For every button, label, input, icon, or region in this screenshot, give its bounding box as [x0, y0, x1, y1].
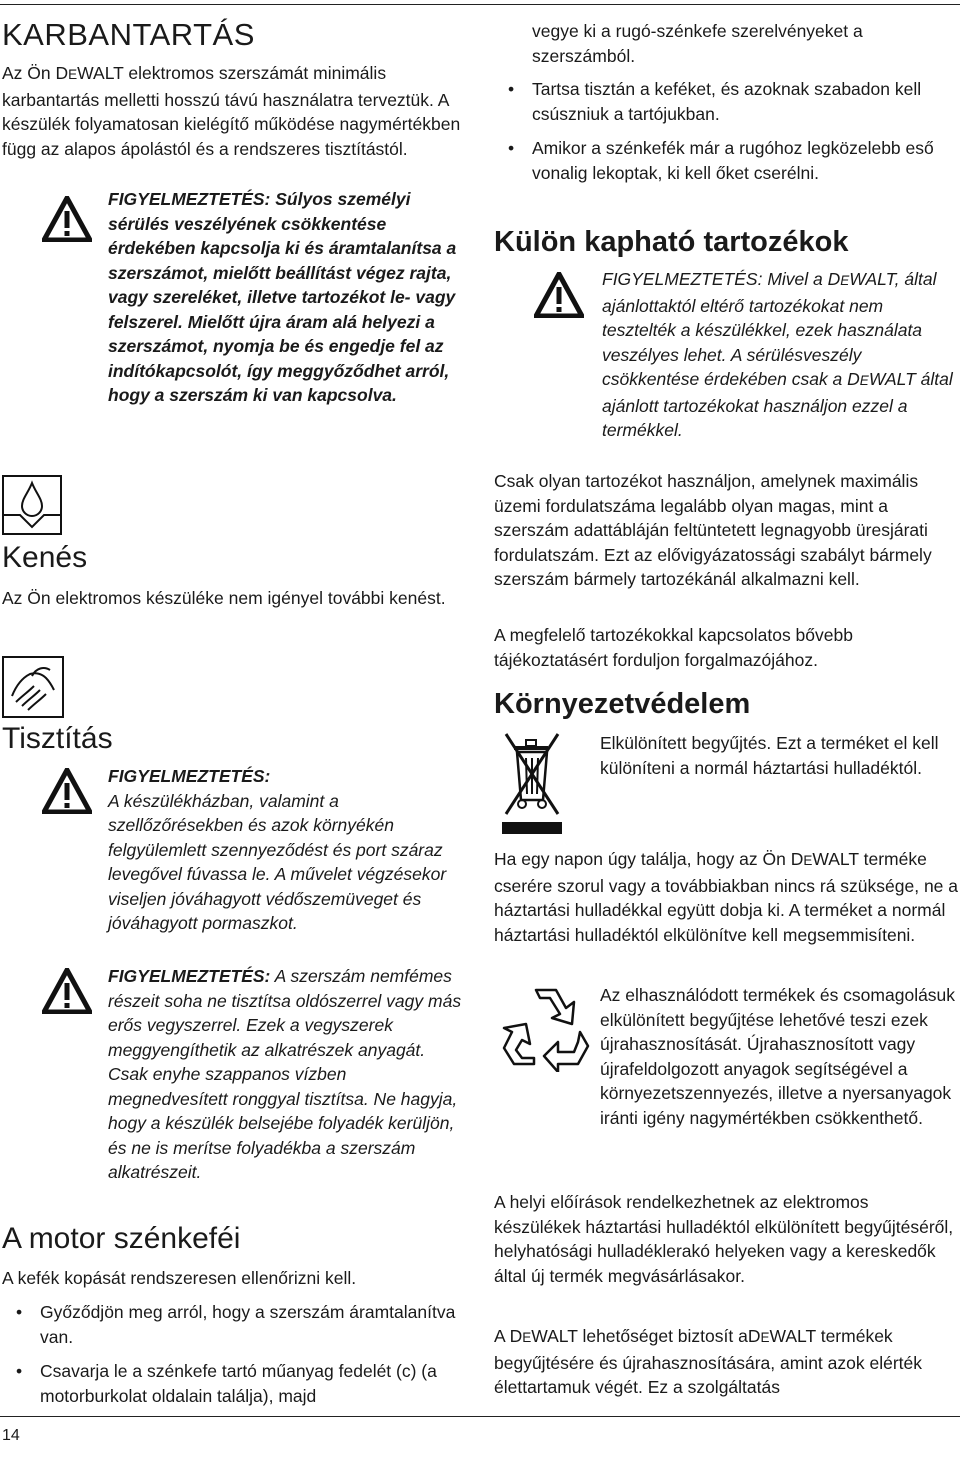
lubrication-heading: Kenés	[2, 541, 88, 574]
warning-electric-safety: FIGYELMEZTETÉS: Súlyos személyi sérülés veszélyének csökkentése érdekében kapcsolja ki és áramtalanítsa a szerszámot, mielőtt beállítást végez rajta, vagy szereléket, illetve tartozékot le- vagy felszerel. Mielőtt újra áram alá helyezi a szerszámot, nyomja be és engedje fel az indítókapcsolót, így meggyőződhet arról, hogy a szerszám ki van kapcsolva.	[108, 189, 457, 405]
warning-triangle-icon	[42, 196, 92, 242]
top-rule	[0, 4, 960, 5]
accessories-paragraph-1: Csak olyan tartozékot használjon, amelynek maximális üzemi fordulatszáma legalább olyan magas, mint a szerszám adattábláján feltüntetett legnagyobb üresjárati fordulatszám. Ezt az elővigyázatossági szabályt bármely szerszám bármely tartozékánál alkalmazni kell.	[494, 471, 932, 589]
cleaning-hand-icon	[2, 656, 64, 718]
crossed-out-bin-icon	[500, 730, 564, 836]
brushes-bullet-list	[2, 1300, 462, 1408]
warning-cleaning-dust: FIGYELMEZTETÉS: A készülékházban, valamint a szellőzőrésekben és azok környékén felgyülemlett szennyeződést és port száraz levegővel fúvassa le. A művelet végzésekor viseljen jóváhagyott védőszemüveget és jóváhagyott pormaszkot.	[108, 766, 447, 933]
warning-triangle-icon	[42, 968, 92, 1014]
brushes-bullet-list-continued	[494, 77, 958, 185]
list-item: • Győződjön meg arról, hogy a szerszám áramtalanítva van.	[2, 1300, 462, 1349]
brushes-text: A kefék kopását rendszeresen ellenőrizni kell.	[2, 1268, 357, 1288]
lubrication-text: Az Ön elektromos készüléke nem igényel további kenést.	[2, 588, 446, 608]
warning-cleaning-solvents: FIGYELMEZTETÉS: A szerszám nemfémes részeit soha ne tisztítsa oldószerrel vagy más erős vegyszerrel. Ezek a vegyszerek meggyengíthetik az alkatrészek anyagát. Csak enyhe szappanos vízben megnedvesített ronggyal tisztítsa. Ne hagyja, hogy a készülék belsejébe folyadék kerüljön, és ne is merítse folyadékba a szerszám alkatrészeit.	[108, 966, 462, 1182]
oil-drop-icon	[2, 475, 62, 535]
list-item: • Csavarja le a szénkefe tartó műanyag fedelét (c) (a motorburkolat oldalain találja), majd	[2, 1359, 462, 1408]
warning-accessories: FIGYELMEZTETÉS: Mivel a DEWALT, által ajánlottaktól eltérő tartozékokat nem tesztelték a készülékkel, ezek használata veszélyes lehet. A sérülésveszély csökkentése érdekében csak a DEWALT által ajánlott tartozékokat használjon ezzel a termékkel.	[602, 269, 953, 440]
list-item: • Tartsa tisztán a keféket, és azoknak szabadon kell csúszniuk a tartójukban.	[494, 77, 958, 126]
weee-text: Elkülönített begyűjtés. Ezt a terméket el kell különíteni a normál háztartási hulladéktól.	[600, 733, 939, 778]
page-number: 14	[2, 1427, 20, 1444]
environment-paragraph-3: A DEWALT lehetőséget biztosít aDEWALT termékek begyűjtésére és újrahasznosítására, amint azok elérték élettartamuk végét. Ez a szolgáltatás	[494, 1326, 923, 1397]
brushes-heading: A motor szénkeféi	[2, 1222, 241, 1255]
warning-triangle-icon	[534, 272, 584, 318]
environment-paragraph-1: Ha egy napon úgy találja, hogy az Ön DEWALT terméke cserére szorul vagy a továbbiakban nincs rá szüksége, ne a háztartási hulladékkal együtt dobja ki. A terméket a normál háztartási hulladéktól elkülönítve kell megsemmisíteni.	[494, 849, 959, 945]
environment-heading: Környezetvédelem	[494, 688, 751, 720]
environment-paragraph-2: A helyi előírások rendelkezhetnek az elektromos készülékek háztartási hulladéktól elkülönített begyűjtéséről, helyhatósági hulladéklerakó helyeken vagy a kereskedők által új termék megvásárlásakor.	[494, 1192, 954, 1286]
cleaning-heading: Tisztítás	[2, 722, 113, 755]
accessories-paragraph-2: A megfelelő tartozékokkal kapcsolatos bővebb tájékoztatásért forduljon forgalmazójához.	[494, 625, 853, 670]
recycle-icon	[500, 982, 592, 1072]
warning-triangle-icon	[42, 768, 92, 814]
intro-paragraph: Az Ön DEWALT elektromos szerszámát minimális karbantartás melletti hosszú távú használatra terveztük. A készülék folyamatosan kielégítő működése nagymértékben függ az alapos ápolástól és a rendszeres tisztítástól.	[2, 63, 461, 159]
bullet-continuation: vegye ki a rugó-szénkefe szerelvényeket a szerszámból.	[532, 21, 863, 66]
page-title: KARBANTARTÁS	[2, 17, 255, 52]
bottom-rule	[0, 1416, 960, 1417]
recycle-text: Az elhasználódott termékek és csomagolásuk elkülönített begyűjtése lehetővé teszi ezek újrahasznosítását. Újrahasznosított vagy újrafeldolgozott anyagok segítségével a környezetszennyezés, illetve a nyersanyagok iránti igény nagymértékben csökkenthető.	[600, 985, 956, 1128]
accessories-heading: Külön kapható tartozékok	[494, 226, 849, 258]
list-item: • Amikor a szénkefék már a rugóhoz legközelebb eső vonalig lekoptak, ki kell őket cserélni.	[494, 136, 958, 185]
